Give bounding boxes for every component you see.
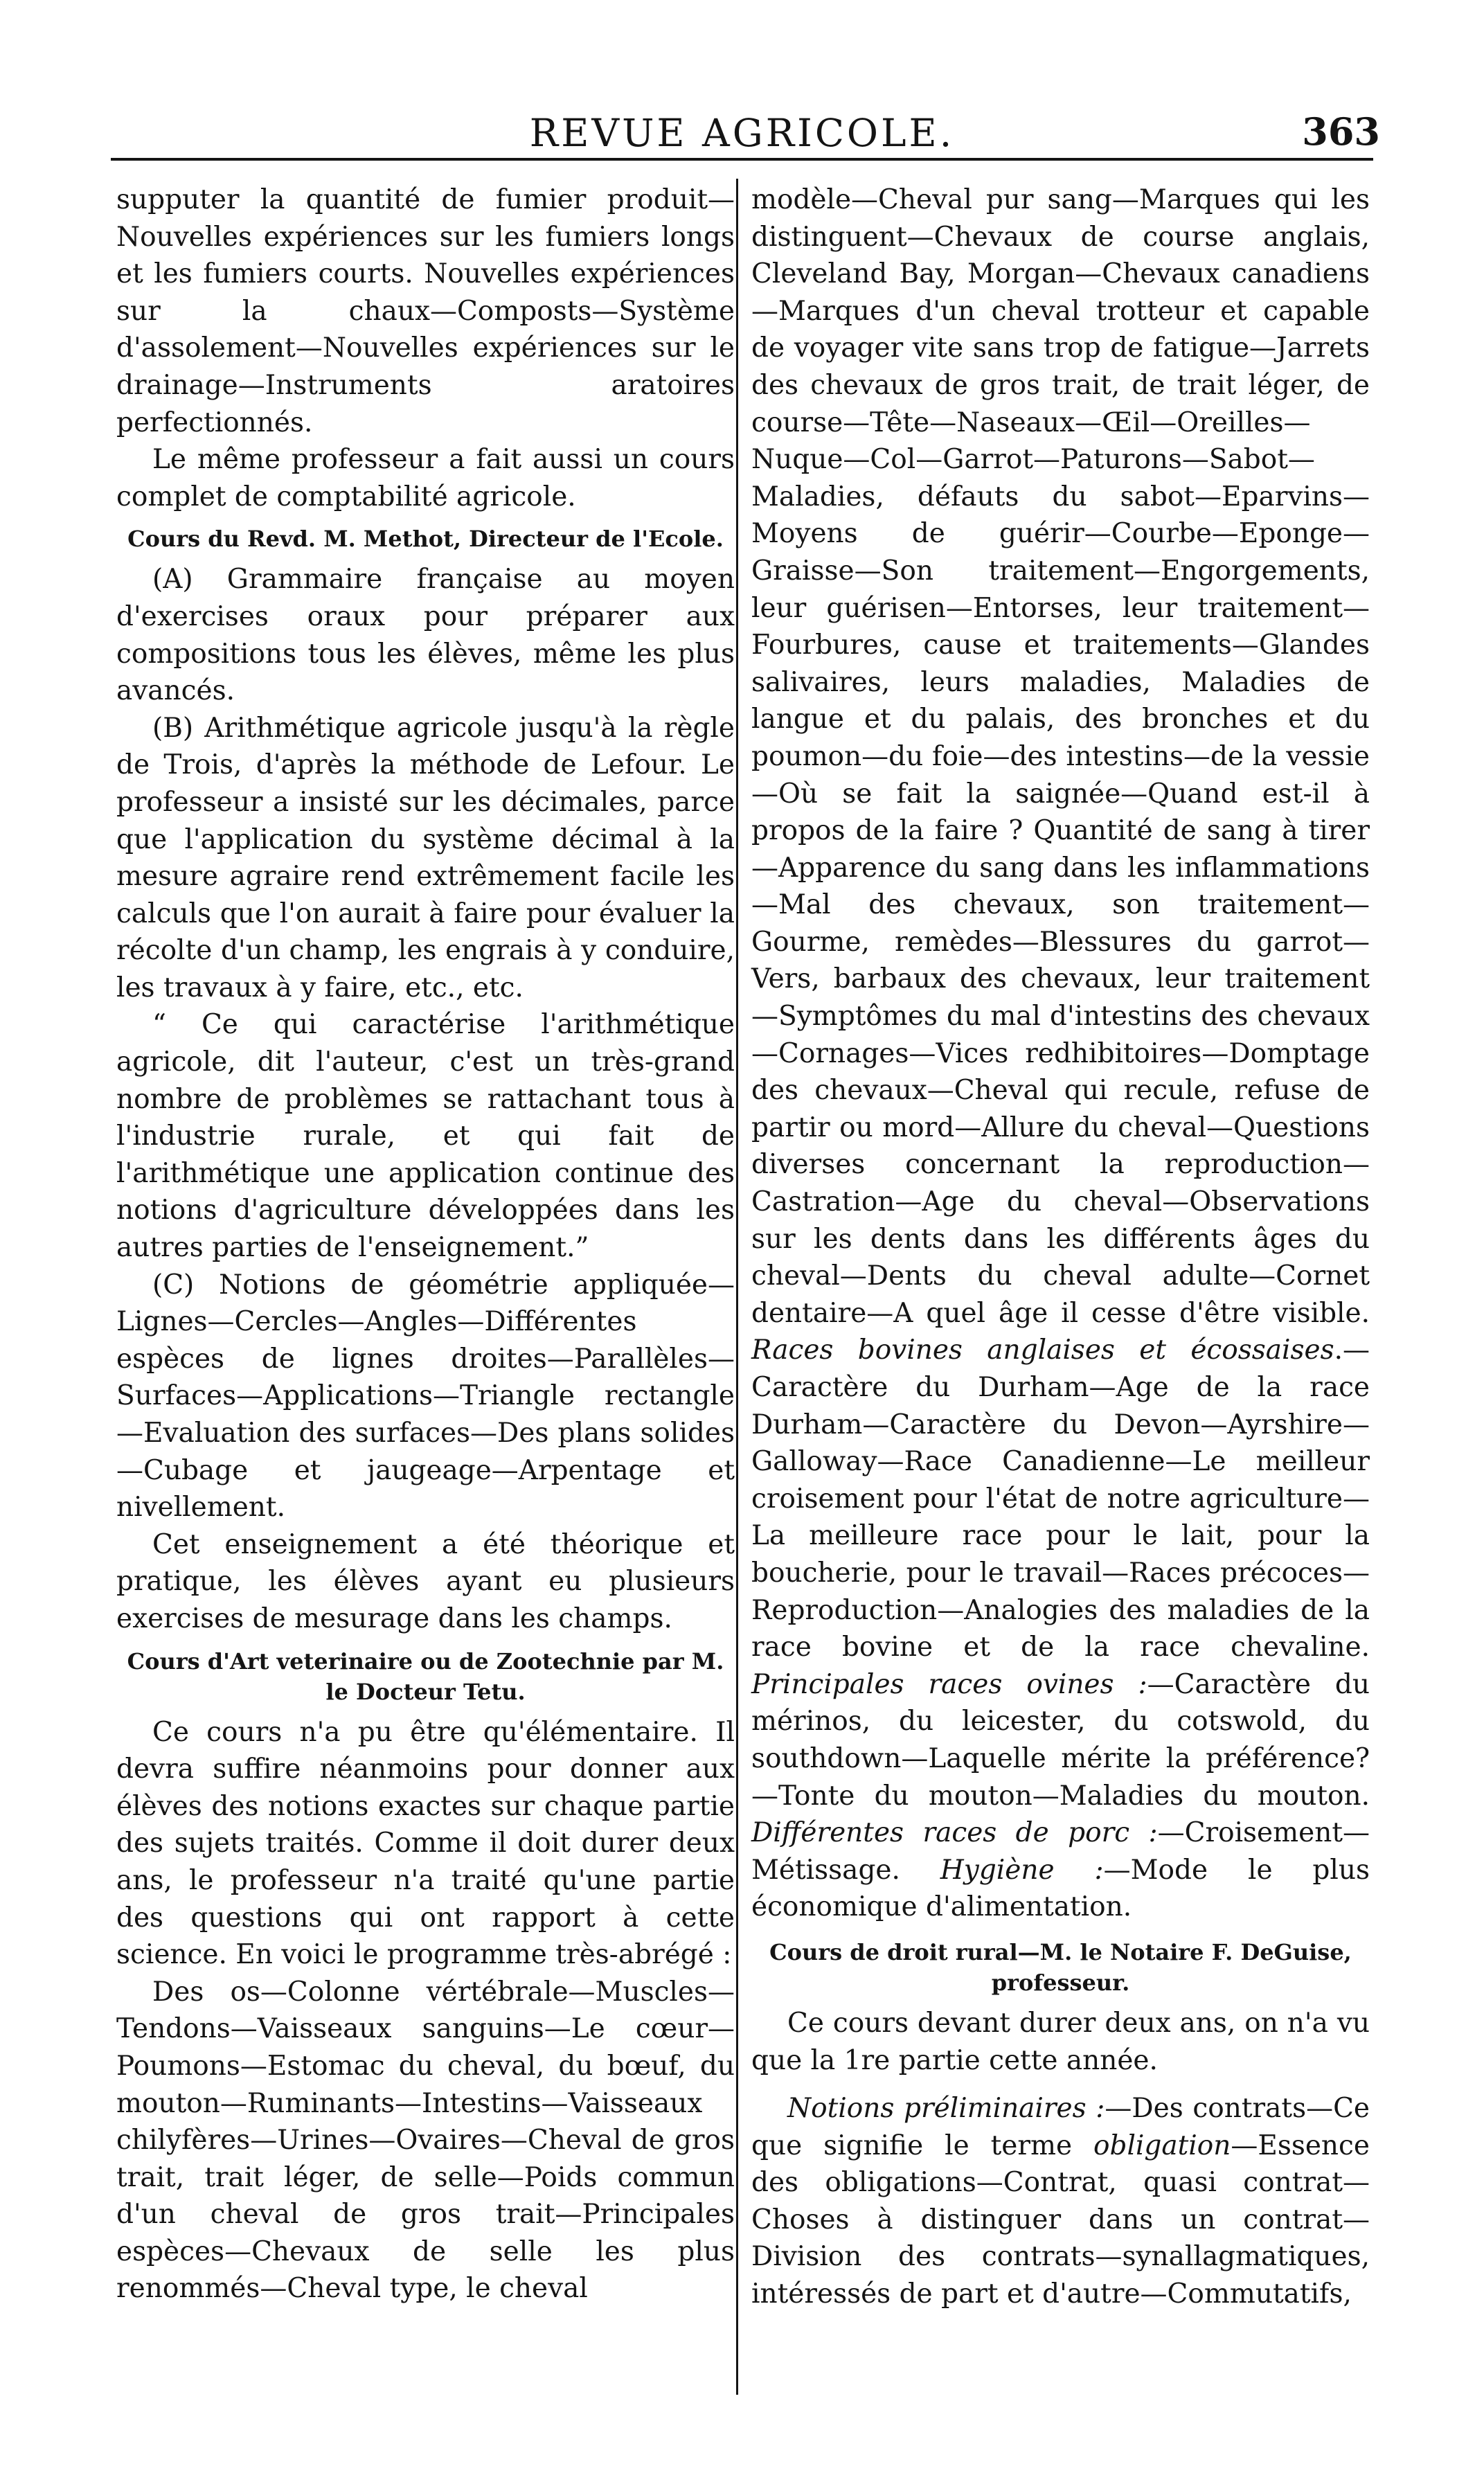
paragraph-programme-continued <box>751 181 1370 1926</box>
paragraph-droit-rural: Ce cours devant durer deux ans, on n'a vu que la 1re partie cette année. <box>751 2007 1370 2076</box>
section-heading-droit-rural: Cours de droit rural—M. le Notaire F. DeGuise, professeur. <box>769 1938 1352 1996</box>
paragraph-grammaire: (A) Grammaire française au moyen d'exercises oraux pour préparer aux compositions tous les élèves, même les plus avancés. <box>116 564 735 707</box>
section-heading-veterinaire: Cours d'Art veterinaire ou de Zootechnie par M. le Docteur Tetu. <box>127 1648 724 1705</box>
paragraph-comptabilite: Le même professeur a fait aussi un cours complet de comptabilité agricole. <box>116 444 735 512</box>
label-races-porc: Différentes races de porc : <box>751 1817 1158 1849</box>
label-obligation: obligation <box>1093 2130 1231 2161</box>
label-races-bovines: Races bovines anglaises et écossaises <box>751 1334 1334 1366</box>
label-hygiene: Hygiène : <box>940 1854 1104 1886</box>
page-number: 363 <box>1302 109 1380 154</box>
paragraph-cours-elementaire: Ce cours n'a pu être qu'élémentaire. Il devra suffire néanmoins pour donner aux élèves des notions exactes sur chaque partie des sujets traités. Comme il doit durer deux ans, le professeur n'a traité qu'une partie des questions qui ont rapport à cette science. En voici le programme très-abrégé : <box>116 1716 735 1971</box>
label-notions: Notions préliminaires : <box>787 2093 1105 2125</box>
text-hygiene: —Mode le plus économique d'alimentation. <box>751 1854 1370 1923</box>
paragraph-continued: supputer la quantité de fumier produit—Nouvelles expériences sur les fumiers longs et les fumiers courts. Nouvelles expériences sur la chaux—Composts—Système d'assolement—Nouvelles expériences sur le drainage—Instruments aratoires perfectionnés. <box>116 184 735 438</box>
text-bovines: .—Caractère du Durham—Age de la race Durham—Caractère du Devon—Ayrshire—Galloway—Race Canadienne—Le meilleur croisement pour l'état de notre agriculture—La meilleure race pour le lait, pour la boucherie, pour le travail—Races précoces—Reproduction—Analogies des maladies de la race bovine et de la race chevaline. <box>751 1334 1370 1663</box>
right-column <box>751 181 1370 2313</box>
paragraph-enseignement: Cet enseignement a été théorique et pratique, les élèves ayant eu plusieurs exercises de mesurage dans les champs. <box>116 1528 735 1634</box>
running-title: REVUE AGRICOLE. <box>529 111 955 155</box>
paragraph-notions <box>751 2090 1370 2313</box>
text-notions-a: —Des contrats—Ce que signifie le terme <box>751 2093 1370 2161</box>
running-header <box>104 62 1380 155</box>
paragraph-geometrie: (C) Notions de géométrie appliquée—Lignes—Cercles—Angles—Différentes espèces de lignes droites—Parallèles—Surfaces—Applications—Triangle rectangle—Evaluation des surfaces—Des plans solides—Cubage et jaugeage—Arpentage et nivellement. <box>116 1269 735 1524</box>
left-column <box>116 181 735 2307</box>
label-races-ovines: Principales races ovines : <box>751 1668 1147 1700</box>
text-ovines: —Caractère du mérinos, du leicester, du cotswold, du southdown—Laquelle mérite la préférence?—Tonte du mouton—Maladies du mouton. <box>751 1668 1370 1812</box>
paragraph-quote: “ Ce qui caractérise l'arithmétique agricole, dit l'auteur, c'est un très-grand nombre de problèmes se rattachant tous à l'industrie rurale, et qui fait de l'arithmétique une application continue des notions d'agriculture développées dans les autres parties de l'enseignement.” <box>116 1009 735 1264</box>
header-rule <box>111 158 1373 161</box>
text-porc: —Croisement—Métissage. <box>751 1817 1370 1886</box>
paragraph-arithmetique: (B) Arithmétique agricole jusqu'à la règle de Trois, d'après la méthode de Lefour. Le professeur a insisté sur les décimales, parce que l'application du système décimal à la mesure agraire rend extrêmement facile les calculs que l'on aurait à faire pour évaluer la récolte d'un champ, les engrais à y conduire, les travaux à y faire, etc., etc. <box>116 712 735 1003</box>
paragraph-programme: Des os—Colonne vértébrale—Muscles—Tendons—Vaisseaux sanguins—Le cœur—Poumons—Estomac du cheval, du bœuf, du mouton—Ruminants—Intestins—Vaisseaux chilyfères—Urines—Ovaires—Cheval de gros trait, trait léger, de selle—Poids commun d'un cheval de gros trait—Principales espèces—Chevaux de selle les plus renommés—Cheval type, le cheval <box>116 1976 735 2305</box>
text-cheval: modèle—Cheval pur sang—Marques qui les distinguent—Chevaux de course anglais, Cleveland Bay, Morgan—Chevaux canadiens—Marques d'un cheval trotteur et capable de voyager vite sans trop de fatigue—Jarrets des chevaux de gros trait, de trait léger, de course—Tête—Naseaux—Œil—Oreilles—Nuque—Col—Garrot—Paturons—Sabot—Maladies, défauts du sabot—Eparvins—Moyens de guérir—Courbe—Eponge—Graisse—Son traitement—Engorgements, leur guérisen—Entorses, leur traitement—Fourbures, cause et traitements—Glandes salivaires, leurs maladies, Maladies de langue et du palais, des bronches et du poumon—du foie—des intestins—de la vessie—Où se fait la saignée—Quand est-il à propos de la faire ? Quantité de sang à tirer—Apparence du sang dans les inflammations—Mal des chevaux, son traitement—Gourme, remèdes—Blessures du garrot—Vers, barbaux des chevaux, leur traitement—Symptômes du mal d'intestins des chevaux—Cornages—Vices redhibitoires—Domptage des chevaux—Cheval qui recule, refuse de partir ou mord—Allure du cheval—Questions diverses concernant la reproduction—Castration—Age du cheval—Observations sur les dents dans les différents âges du cheval—Dents du cheval adulte—Cornet dentaire—A quel âge il cesse d'être visible. <box>751 184 1370 1329</box>
text-notions-b: —Essence des obligations—Contrat, quasi contrat—Choses à distinguer dans un contrat—Division des contrats—synallagmatiques, intéressés de part et d'autre—Commutatifs, <box>751 2130 1370 2310</box>
section-heading-methot: Cours du Revd. M. Methot, Directeur de l'Ecole. <box>127 526 724 553</box>
column-divider <box>736 179 738 2395</box>
